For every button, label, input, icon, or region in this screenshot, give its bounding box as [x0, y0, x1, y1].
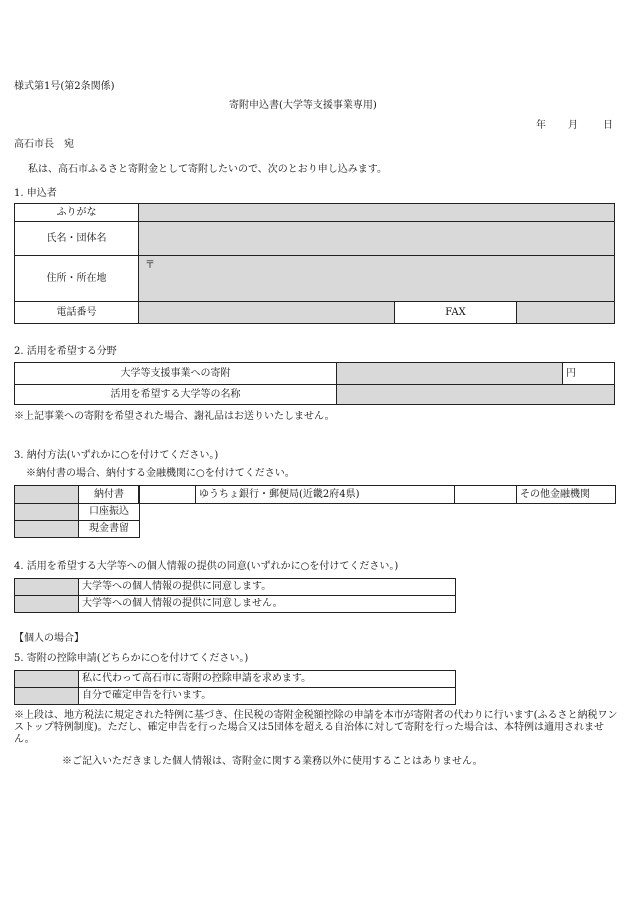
- payment-option-2: 口座振込: [79, 504, 140, 521]
- payment-option-1: 納付書: [79, 486, 140, 504]
- date-day-label: 日: [603, 120, 613, 131]
- consent-disagree-label: 大学等への個人情報の提供に同意しません。: [79, 596, 456, 613]
- consent-agree-mark[interactable]: [15, 579, 79, 596]
- intro-text: 私は、高石市ふるさと寄附金として寄附したいので、次のとおり申し込みます。: [28, 164, 387, 175]
- university-name-input[interactable]: [337, 385, 615, 405]
- deduction-onestop-label: 私に代わって高石市に寄附の控除申請を求めます。: [79, 671, 456, 688]
- address-input[interactable]: [139, 256, 615, 302]
- payment-option-2-mark[interactable]: [15, 504, 79, 521]
- deduction-self-label: 自分で確定申告を行います。: [79, 688, 456, 705]
- yen-label: 円: [563, 363, 615, 385]
- payment-option-3: 現金書留: [79, 521, 140, 538]
- addressee: 高石市長 宛: [14, 139, 74, 150]
- section3-heading: 3. 納付方法(いずれかに○を付けてください。): [14, 450, 219, 461]
- consent-disagree-mark[interactable]: [15, 596, 79, 613]
- phone-input[interactable]: [139, 302, 395, 324]
- form-number: 様式第1号(第2条関係): [14, 81, 115, 92]
- deduction-onestop-mark[interactable]: [15, 671, 79, 688]
- furigana-input[interactable]: [139, 204, 615, 222]
- donation-amount-input[interactable]: [337, 363, 563, 385]
- section1-heading: 1. 申込者: [14, 188, 57, 199]
- section5-heading: 5. 寄附の控除申請(どちらかに○を付けてください。): [14, 653, 249, 664]
- name-label: 氏名・団体名: [15, 222, 139, 256]
- privacy-note: ※ご記入いただきました個人情報は、寄附金に関する業務以外に使用することはありません。: [62, 756, 483, 767]
- payment-option-3-mark[interactable]: [15, 521, 79, 538]
- bank2-mark[interactable]: [455, 486, 517, 504]
- date-year-label: 年: [536, 120, 546, 131]
- fax-label: FAX: [395, 302, 517, 324]
- section3-subnote: ※納付書の場合、納付する金融機関に○を付けてください。: [26, 468, 295, 479]
- payment-method-table: [14, 485, 140, 538]
- furigana-label: ふりがな: [15, 204, 139, 222]
- section2-heading: 2. 活用を希望する分野: [14, 346, 117, 357]
- phone-label: 電話番号: [15, 302, 139, 324]
- bank-table: [138, 485, 616, 504]
- address-label: 住所・所在地: [15, 256, 139, 302]
- postal-mark: 〒: [145, 260, 155, 271]
- fax-input[interactable]: [517, 302, 615, 324]
- date-month-label: 月: [568, 120, 578, 131]
- deduction-table: [14, 670, 456, 705]
- bank1-mark[interactable]: [139, 486, 196, 504]
- bank2-label: その他金融機関: [517, 486, 616, 504]
- field-table: [14, 362, 615, 405]
- section2-note: ※上記事業への寄附を希望された場合、謝礼品はお送りいたしません。: [14, 411, 335, 422]
- name-input[interactable]: [139, 222, 615, 256]
- page-title: 寄附申込書(大学等支援事業専用): [229, 100, 377, 111]
- donation-label: 大学等支援事業への寄附: [15, 363, 337, 385]
- section4-heading: 4. 活用を希望する大学等への個人情報の提供の同意(いずれかに○を付けてください。): [14, 561, 399, 572]
- bank1-label: ゆうちょ銀行・郵便局(近畿2府4県): [196, 486, 455, 504]
- consent-agree-label: 大学等への個人情報の提供に同意します。: [79, 579, 456, 596]
- individual-heading: 【個人の場合】: [14, 633, 84, 644]
- deduction-self-mark[interactable]: [15, 688, 79, 705]
- section5-note: ※上段は、地方税法に規定された特例に基づき、住民税の寄附金税額控除の申請を本市が寄附者の代わりに行います(ふるさと納税ワンストップ特例制度)。ただし、確定申告を行った場合又は5団体を超える自治体に対して寄附を行った場合は、本特例は適用されません。: [14, 710, 618, 745]
- applicant-table: [14, 203, 615, 324]
- consent-table: [14, 578, 456, 613]
- university-name-label: 活用を希望する大学等の名称: [15, 385, 337, 405]
- payment-option-1-mark[interactable]: [15, 486, 79, 504]
